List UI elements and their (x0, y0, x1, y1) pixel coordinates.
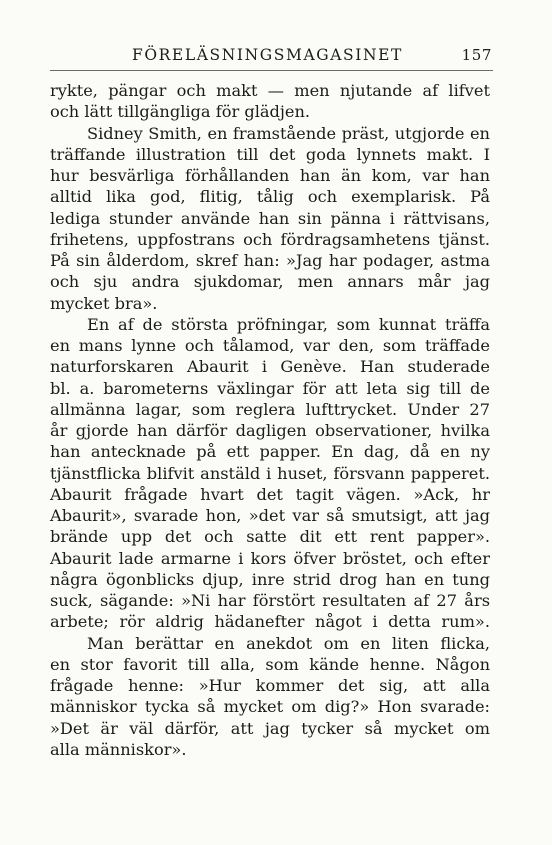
text-line: träffande illustration till det goda lynnets makt. I (50, 144, 490, 164)
text-line: alltid lika god, flitig, tålig och exemplarisk. På (50, 187, 490, 207)
running-title: FÖRELÄSNINGSMAGASINET (132, 46, 403, 64)
text-line: rykte, pängar och makt — men njutande af lifvet (50, 81, 490, 100)
page-header (52, 46, 492, 68)
text-line: Man berättar en anekdot om en liten flicka, (87, 633, 490, 653)
text-line: Abaurit lade armarne i kors öfver bröstet, och efter (50, 548, 490, 568)
page-number: 157 (461, 46, 492, 64)
text-line: och sju andra sjukdomar, men annars mår jag (50, 272, 490, 292)
text-line: suck, sägande: »Ni har förstört resultaten af 27 års (50, 591, 490, 610)
text-line: frågade henne: »Hur kommer det sig, att alla (50, 676, 490, 695)
text-line: några ögonblicks djup, inre strid drog han en tung (50, 569, 490, 589)
text-line: Abaurit frågade hvart det tagit vägen. »Ack, hr (50, 484, 490, 504)
text-line: hur besvärliga förhållanden han än kom, var han (50, 166, 490, 185)
text-line: naturforskaren Abaurit i Genève. Han studerade (50, 357, 490, 377)
text-line: Abaurit», svarade hon, »det var så smutsigt, att jag (50, 506, 490, 525)
text-line: frihetens, uppfostrans och fördragsamhetens tjänst. (50, 229, 490, 249)
text-line: bl. a. barometerns växlingar för att leta sig till de (50, 378, 490, 398)
text-line: han antecknade på ett papper. En dag, då en ny (50, 442, 490, 462)
text-line: Sidney Smith, en framstående präst, utgjorde en (87, 123, 490, 143)
text-line: arbete; rör aldrig hädanefter något i detta rum». (50, 612, 490, 632)
text-line: På sin ålderdom, skref han: »Jag har podager, astma (50, 251, 490, 270)
text-line: En af de största pröfningar, som kunnat träffa (87, 314, 490, 334)
text-line: »Det är väl därför, att jag tycker så mycket om (50, 718, 490, 738)
text-line: mycket bra». (50, 293, 158, 313)
text-line: människor tycka så mycket om dig?» Hon svarade: (50, 697, 490, 717)
text-line: en stor favorit till alla, som kände henne. Någon (50, 654, 490, 674)
text-line: allmänna lagar, som reglera lufttrycket. Under 27 (50, 399, 490, 419)
text-line: tjänstflicka blifvit anstäld i huset, försvann papperet. (50, 463, 490, 483)
text-line: en mans lynne och tålamod, var den, som träffade (50, 336, 490, 355)
body-text (50, 80, 490, 760)
text-line: lediga stunder använde han sin pänna i rättvisans, (50, 208, 490, 228)
text-line: brände upp det och satte dit ett rent papper». (50, 527, 490, 547)
text-line: och lätt tillgängliga för glädjen. (50, 102, 311, 122)
text-line: alla människor». (50, 739, 187, 759)
header-rule (50, 70, 493, 71)
text-line: år gjorde han därför dagligen observationer, hvilka (50, 421, 490, 440)
